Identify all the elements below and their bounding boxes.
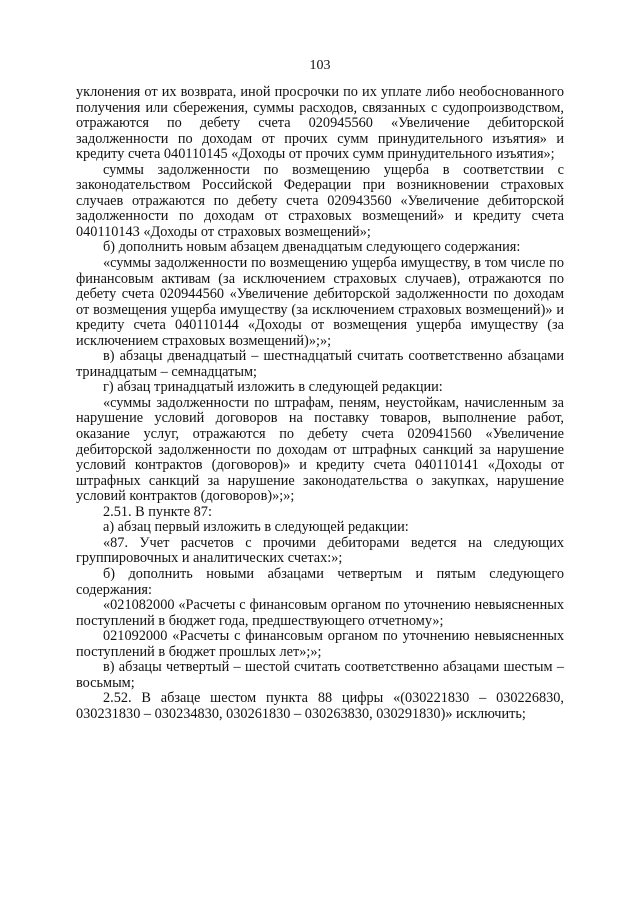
paragraph: в) абзацы четвертый – шестой считать соответственно абзацами шестым – восьмым; xyxy=(76,659,564,691)
paragraph: «021082000 «Расчеты с финансовым органом по уточнению невыясненных поступлений в бюджет года, предшествующего отчетному»; xyxy=(76,597,564,629)
paragraph: 021092000 «Расчеты с финансовым органом по уточнению невыясненных поступлений в бюджет прошлых лет»;»; xyxy=(76,628,564,660)
paragraph: суммы задолженности по возмещению ущерба в соответствии с законодательством Российской Федерации при возникновении страховых случаев отражаются по дебету счета 020943560 «Увеличение дебиторской задолженности по доходам от страховых возмещений» и кредиту счета 040110143 «Доходы от страховых возмещений»; xyxy=(76,161,564,240)
paragraph: г) абзац тринадцатый изложить в следующей редакции: xyxy=(103,379,443,396)
paragraph: б) дополнить новыми абзацами четвертым и пятым следующего содержания: xyxy=(76,565,564,598)
page-number: 103 xyxy=(309,58,331,73)
document-body xyxy=(76,85,564,722)
paragraph: а) абзац первый изложить в следующей редакции: xyxy=(103,519,409,536)
paragraph: «суммы задолженности по штрафам, пеням, неустойкам, начисленным за нарушение условий договоров на поставку товаров, выполнение работ, оказание услуг, отражаются по дебету счета 020941560 «Увеличение дебиторской задолженности по доходам от штрафных санкций за нарушение условий контрактов (договоров)» и кредиту счета 040110141 «Доходы от штрафных санкций за нарушение законодательства о закупках, нарушение условий контрактов (договоров)»;»; xyxy=(76,394,564,505)
paragraph: в) абзацы двенадцатый – шестнадцатый считать соответственно абзацами тринадцатым – семнадцатым; xyxy=(76,348,564,380)
paragraph: 2.51. В пункте 87: xyxy=(103,503,212,520)
paragraph: «суммы задолженности по возмещению ущерба имуществу, в том числе по финансовым активам (за исключением страховых случаев), отражаются по дебету счета 020944560 «Увеличение дебиторской задолженности по доходам от возмещения ущерба имуществу (за исключением страховых возмещений)» и кредиту счета 040110144 «Доходы от возмещения ущерба имуществу (за исключением страховых возмещений)»;»; xyxy=(76,255,564,349)
paragraph: уклонения от их возврата, иной просрочки по их уплате либо необоснованного получения или сбережения, суммы расходов, связанных с судопроизводством, отражаются по дебету счета 020945560 «Увеличение дебиторской задолженности по доходам от прочих сумм принудительного изъятия» и кредиту счета 040110145 «Доходы от прочих сумм принудительного изъятия»; xyxy=(76,84,564,163)
paragraph: б) дополнить новым абзацем двенадцатым следующего содержания: xyxy=(103,239,521,256)
paragraph: 2.52. В абзаце шестом пункта 88 цифры «(030221830 – 030226830, 030231830 – 030234830, 030261830 – 030263830, 030291830)» исключить; xyxy=(76,690,564,722)
paragraph: «87. Учет расчетов с прочими дебиторами ведется на следующих группировочных и аналитических счетах:»; xyxy=(76,534,564,567)
